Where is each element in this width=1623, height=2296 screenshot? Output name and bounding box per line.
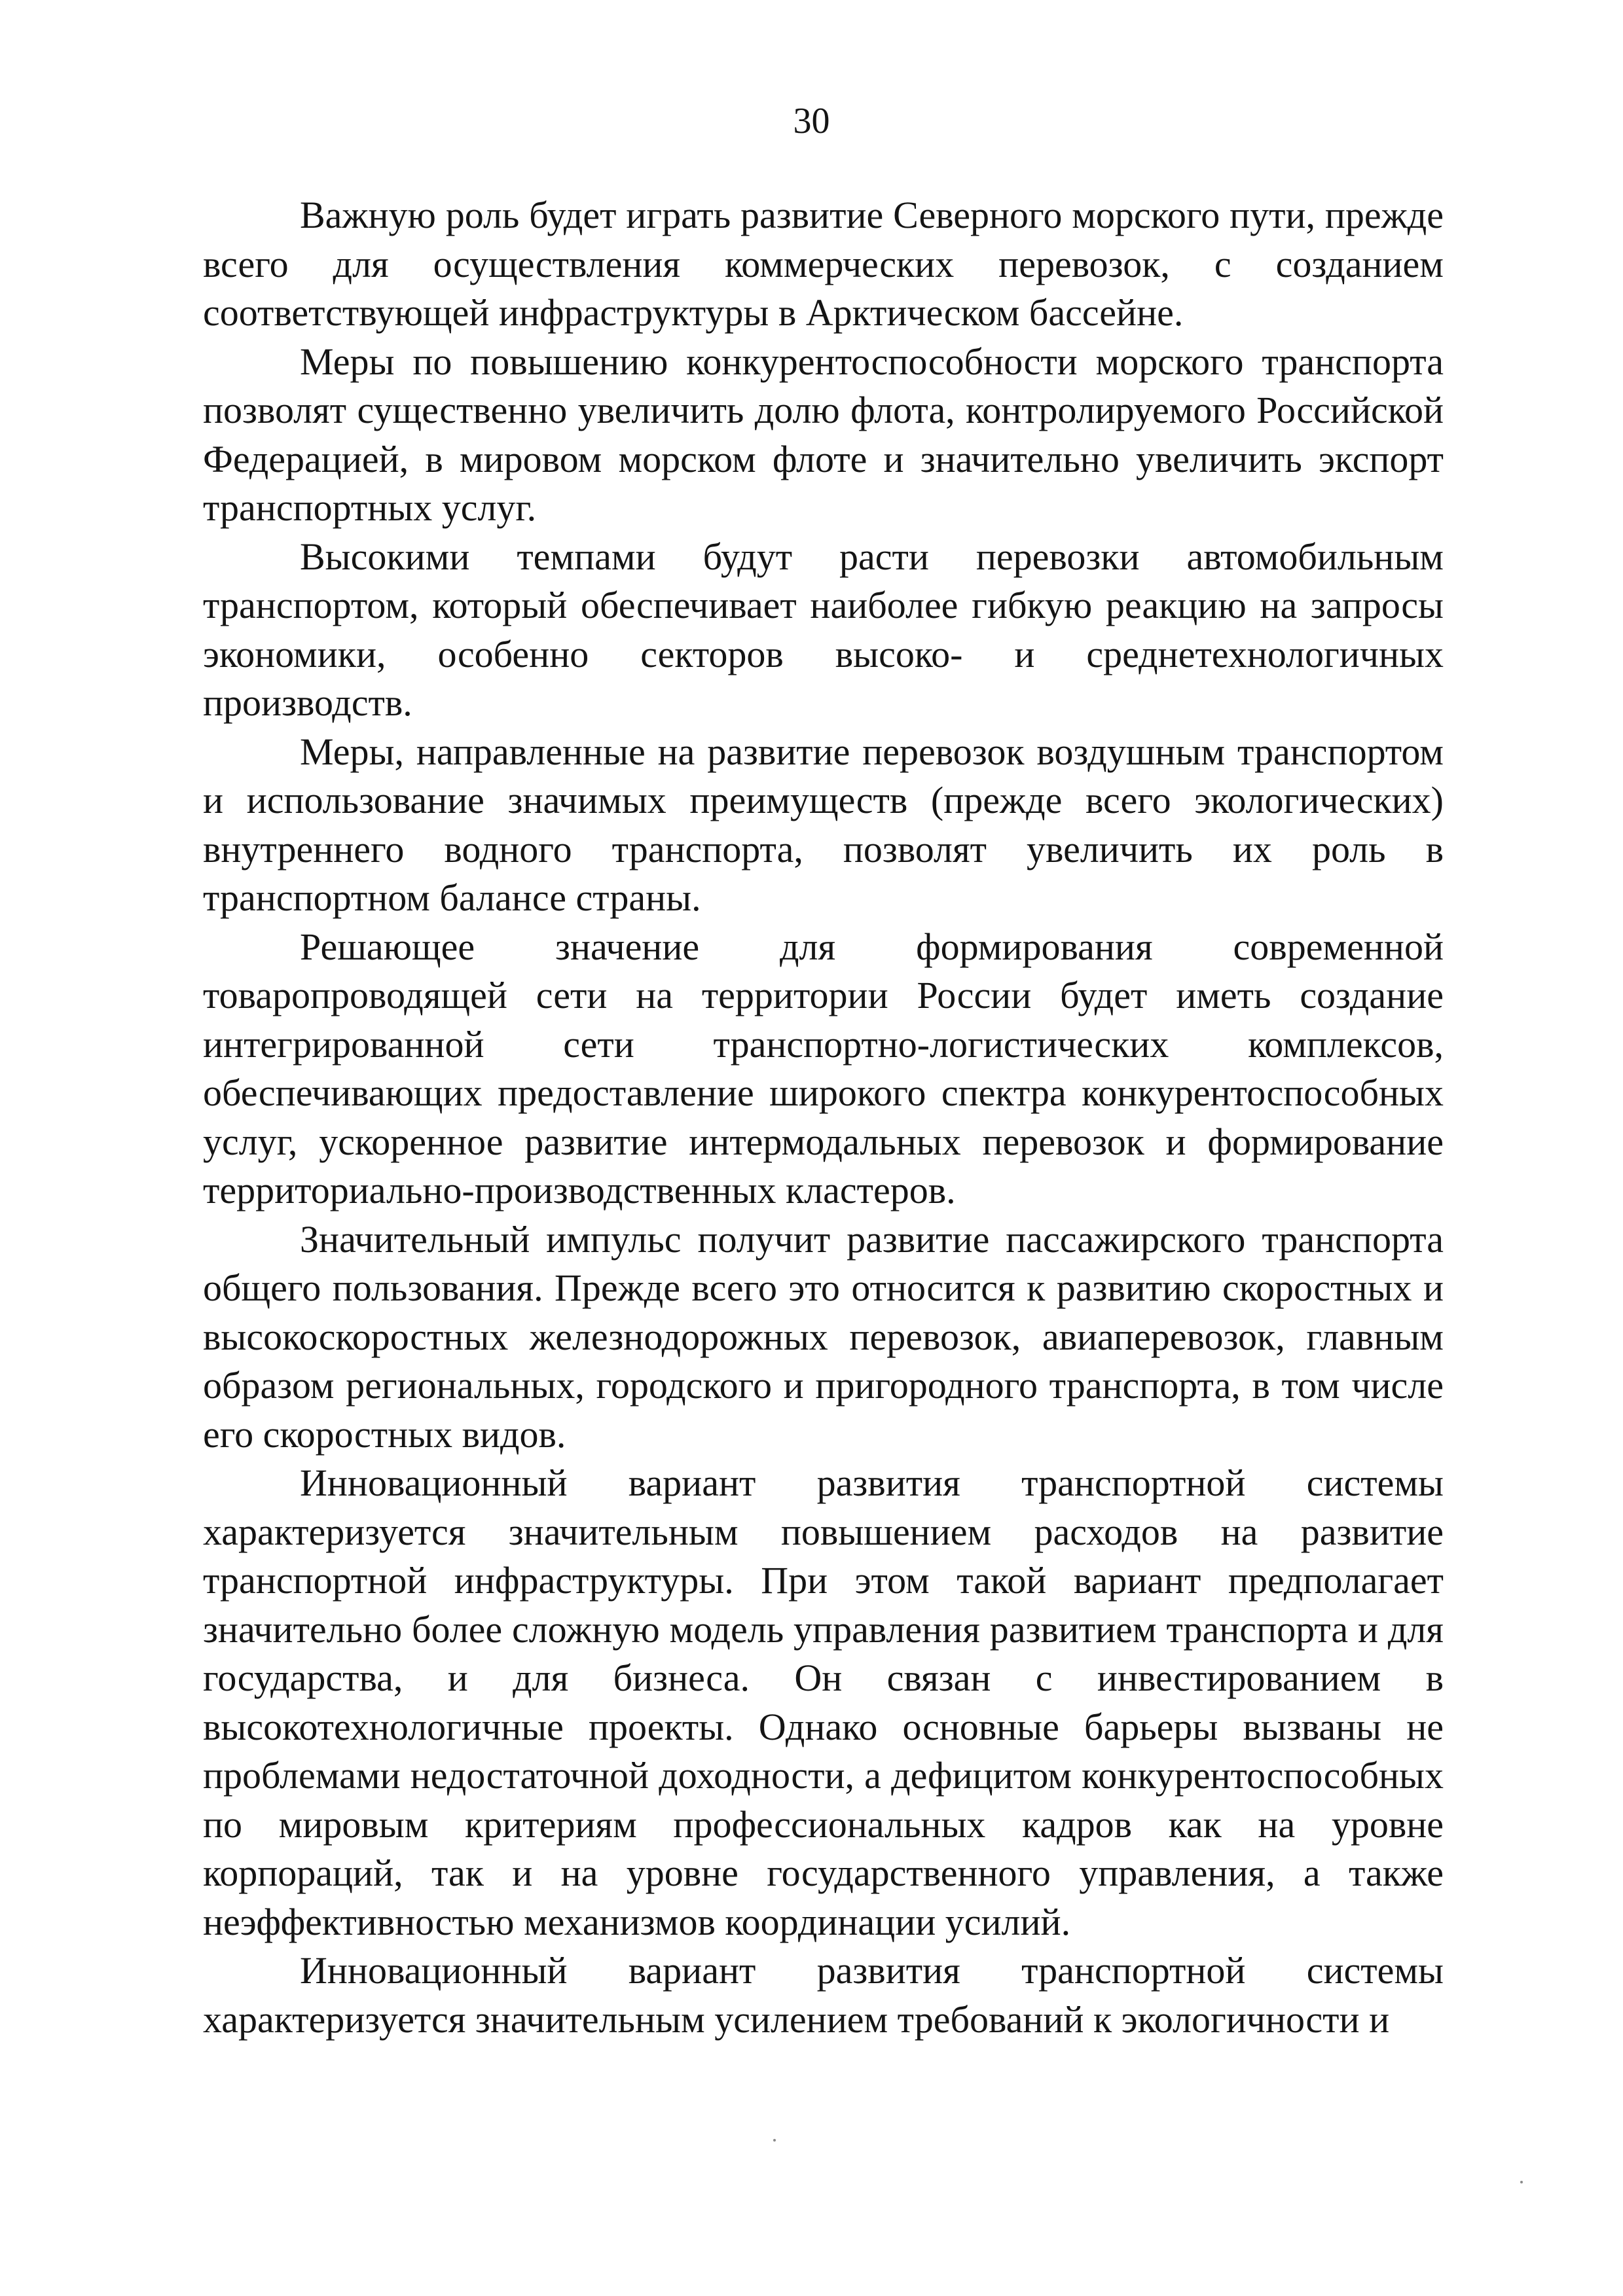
paragraph-northern-sea-route: Важную роль будет играть развитие Северного морского пути, прежде всего для осуществления коммерческих перевозок, с созданием соответствующей инфраструктуры в Арктическом бассейне. (203, 194, 1444, 334)
document-body (203, 191, 1444, 2044)
scan-speck (773, 2139, 776, 2142)
paragraph-logistics-network: Решающее значение для формирования современной товаропроводящей сети на территории России будет иметь создание интегрированной сети транспортно-логистических комплексов, обеспечивающих предоставление широкого спектра конкурентоспособных услуг, ускоренное развитие интермодальных перевозок и формирование территориально-производственных кластеров. (203, 925, 1444, 1211)
paragraph-air-and-inland-water: Меры, направленные на развитие перевозок воздушным транспортом и использование значимых преимуществ (прежде всего экологических) внутреннего водного транспорта, позволят увеличить их роль в транспортном балансе страны. (203, 730, 1444, 919)
paragraph-maritime-competitiveness: Меры по повышению конкурентоспособности морского транспорта позволят существенно увеличить долю флота, контролируемого Российской Федерацией, в мировом морском флоте и значительно увеличить экспорт транспортных услуг. (203, 340, 1444, 529)
scan-speck (1520, 2181, 1523, 2183)
page-number: 30 (793, 101, 830, 141)
paragraph-innovative-variant-infrastructure: Инновационный вариант развития транспортной системы характеризуется значительным повышением расходов на развитие транспортной инфраструктуры. При этом такой вариант предполагает значительно более сложную модель управления развитием транспорта и для государства, и для бизнеса. Он связан с инвестированием в высокотехнологичные проекты. Однако основные барьеры вызваны не проблемами недостаточной доходности, а дефицитом конкурентоспособных по мировым критериям профессиональных кадров как на уровне корпораций, так и на уровне государственного управления, а также неэффективностью механизмов координации усилий. (203, 1462, 1444, 1943)
paragraph-innovative-variant-ecology: Инновационный вариант развития транспортной системы характеризуется значительным усилением требований к экологичности и (203, 1949, 1444, 2041)
paragraph-road-transport: Высокими темпами будут расти перевозки автомобильным транспортом, который обеспечивает наиболее гибкую реакцию на запросы экономики, особенно секторов высоко- и среднетехнологичных производств. (203, 535, 1444, 724)
paragraph-passenger-transport: Значительный импульс получит развитие пассажирского транспорта общего пользования. Прежде всего это относится к развитию скоростных и высокоскоростных железнодорожных перевозок, авиаперевозок, главным образом региональных, городского и пригородного транспорта, в том числе его скоростных видов. (203, 1217, 1444, 1456)
